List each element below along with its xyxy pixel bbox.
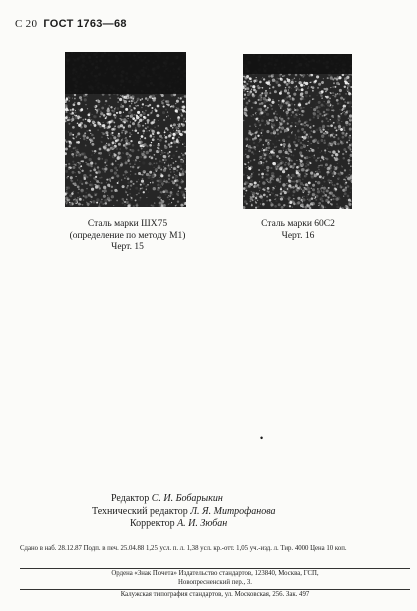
micrograph-2 [243, 54, 352, 209]
editor-name: С. И. Бобарыкин [151, 493, 223, 504]
credits-block [92, 493, 395, 531]
caption-method: (определение по методу М1) [69, 230, 186, 241]
divider [20, 568, 410, 569]
figure-label: Черт. 16 [281, 230, 315, 241]
standard-number: ГОСТ 1763—68 [43, 18, 127, 30]
publisher-address: Новопресненский пер., 3. [178, 578, 252, 586]
corrector-role: Корректор [130, 518, 175, 529]
divider [20, 589, 410, 590]
editor-line [111, 493, 395, 506]
page-number: С 20 [15, 18, 38, 30]
tech-editor-line [92, 506, 395, 519]
figure-caption-1 [40, 219, 215, 254]
figure-caption-2 [228, 219, 368, 242]
micrograph-1 [65, 52, 186, 207]
publisher-line: Ордена «Знак Почета» Издательство стандартов, 123840, Москва, ГСП, [111, 570, 319, 577]
figure-label: Черт. 15 [111, 242, 144, 252]
editor-role: Редактор [111, 493, 150, 504]
corrector-line [130, 518, 395, 531]
caption-title: Сталь марки 60С2 [261, 219, 335, 229]
tech-editor-name: Л. Я. Митрофанова [190, 505, 276, 517]
corrector-name: А. И. Зюбан [177, 518, 228, 529]
tech-editor-role: Технический редактор [92, 505, 188, 517]
stray-mark: • [260, 433, 264, 443]
publisher-info [20, 570, 410, 587]
printer-info: Калужская типография стандартов, ул. Московская, 256. Зак. 497 [120, 591, 310, 598]
page-header [15, 18, 127, 30]
imprint-text: Сдано в наб. 28.12.87 Подп. в печ. 25.04.88 1,25 усл. п. л. 1,38 усл. кр.-отт. 1,05 уч.-изд. л. Тир. 4000 Цена 10 коп. [20, 545, 347, 552]
caption-title: Сталь марки ШХ75 [87, 219, 168, 229]
